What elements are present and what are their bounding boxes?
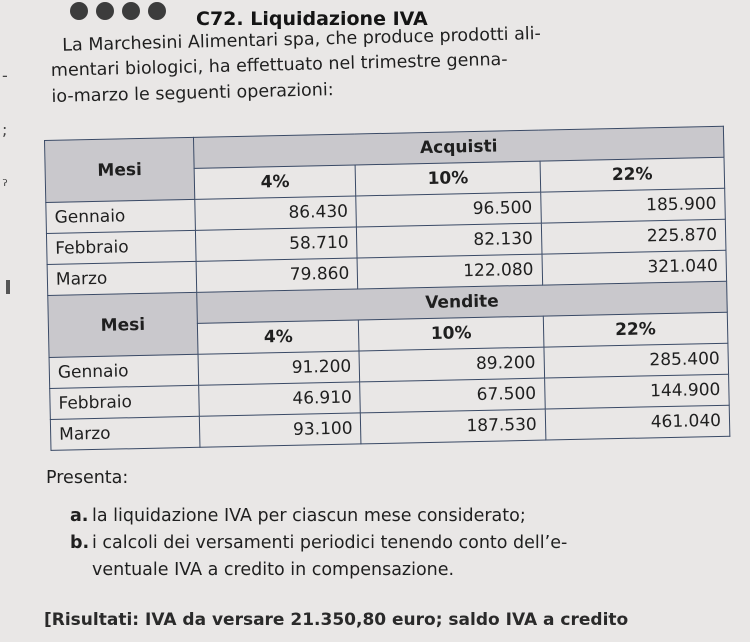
intro-line: mentari biologici, ha effettuato nel trimestre genna- — [50, 50, 508, 82]
value-cell: 89.200 — [359, 347, 544, 382]
margin-mark: ; — [2, 120, 8, 139]
month-cell: Marzo — [47, 261, 197, 295]
exercise-intro — [50, 17, 742, 110]
value-cell: 46.910 — [199, 382, 361, 416]
operations-table — [44, 126, 730, 451]
margin-fragments — [0, 66, 20, 306]
difficulty-dot-icon — [96, 2, 114, 20]
rate-header: 4% — [194, 165, 356, 199]
difficulty-dots — [70, 2, 166, 20]
month-cell: Febbraio — [46, 230, 196, 264]
exercise-code: C72. — [196, 8, 244, 30]
task-list — [70, 503, 740, 584]
task-text: i calcoli dei versamenti periodici tenendo conto dell’e- — [92, 533, 568, 554]
month-cell: Febbraio — [50, 385, 200, 419]
acquisti-header: Acquisti — [193, 126, 724, 168]
value-cell: 225.870 — [541, 219, 726, 254]
value-cell: 185.900 — [540, 188, 725, 223]
difficulty-dot-icon — [148, 2, 166, 20]
value-cell: 285.400 — [544, 343, 729, 378]
mesi-header: Mesi — [48, 292, 198, 357]
task-item — [70, 503, 740, 530]
intro-line: La Marchesini Alimentari spa, che produce prodotti ali- — [62, 24, 542, 56]
value-cell: 461.040 — [545, 405, 730, 440]
margin-mark — [6, 280, 10, 294]
margin-mark: - — [2, 66, 8, 85]
mesi-header: Mesi — [45, 137, 195, 202]
value-cell: 86.430 — [195, 196, 357, 230]
value-cell: 96.500 — [356, 192, 541, 227]
exercise-title-text: Liquidazione IVA — [250, 8, 428, 30]
difficulty-dot-icon — [70, 2, 88, 20]
month-cell: Marzo — [50, 416, 200, 450]
rate-header: 4% — [197, 320, 359, 354]
month-cell: Gennaio — [46, 199, 196, 233]
intro-line: io-marzo le seguenti operazioni: — [51, 79, 334, 107]
value-cell: 58.710 — [195, 227, 357, 261]
difficulty-dot-icon — [122, 2, 140, 20]
value-cell: 321.040 — [542, 250, 727, 285]
vendite-header: Vendite — [197, 281, 728, 323]
task-text: ventuale IVA a credito in compensazione. — [92, 560, 455, 581]
task-text: la liquidazione IVA per ciascun mese considerato; — [92, 506, 526, 526]
value-cell: 144.900 — [544, 374, 729, 409]
task-item — [70, 530, 740, 584]
value-cell: 79.860 — [196, 258, 358, 292]
results-line: [Risultati: IVA da versare 21.350,80 euro; saldo IVA a credito — [44, 610, 629, 630]
value-cell: 67.500 — [360, 378, 545, 413]
rate-header: 10% — [359, 316, 544, 351]
value-cell: 82.130 — [357, 223, 542, 258]
rate-header: 22% — [540, 157, 725, 192]
task-marker: b. — [70, 533, 90, 554]
rate-header: 10% — [356, 161, 541, 196]
value-cell: 91.200 — [198, 351, 360, 385]
presenta-label: Presenta: — [46, 468, 129, 488]
value-cell: 122.080 — [357, 254, 542, 289]
value-cell: 93.100 — [199, 413, 361, 447]
month-cell: Gennaio — [49, 354, 199, 388]
task-marker: a. — [70, 506, 89, 526]
value-cell: 187.530 — [361, 409, 546, 444]
rate-header: 22% — [543, 312, 728, 347]
margin-mark: ˀ — [2, 176, 8, 195]
